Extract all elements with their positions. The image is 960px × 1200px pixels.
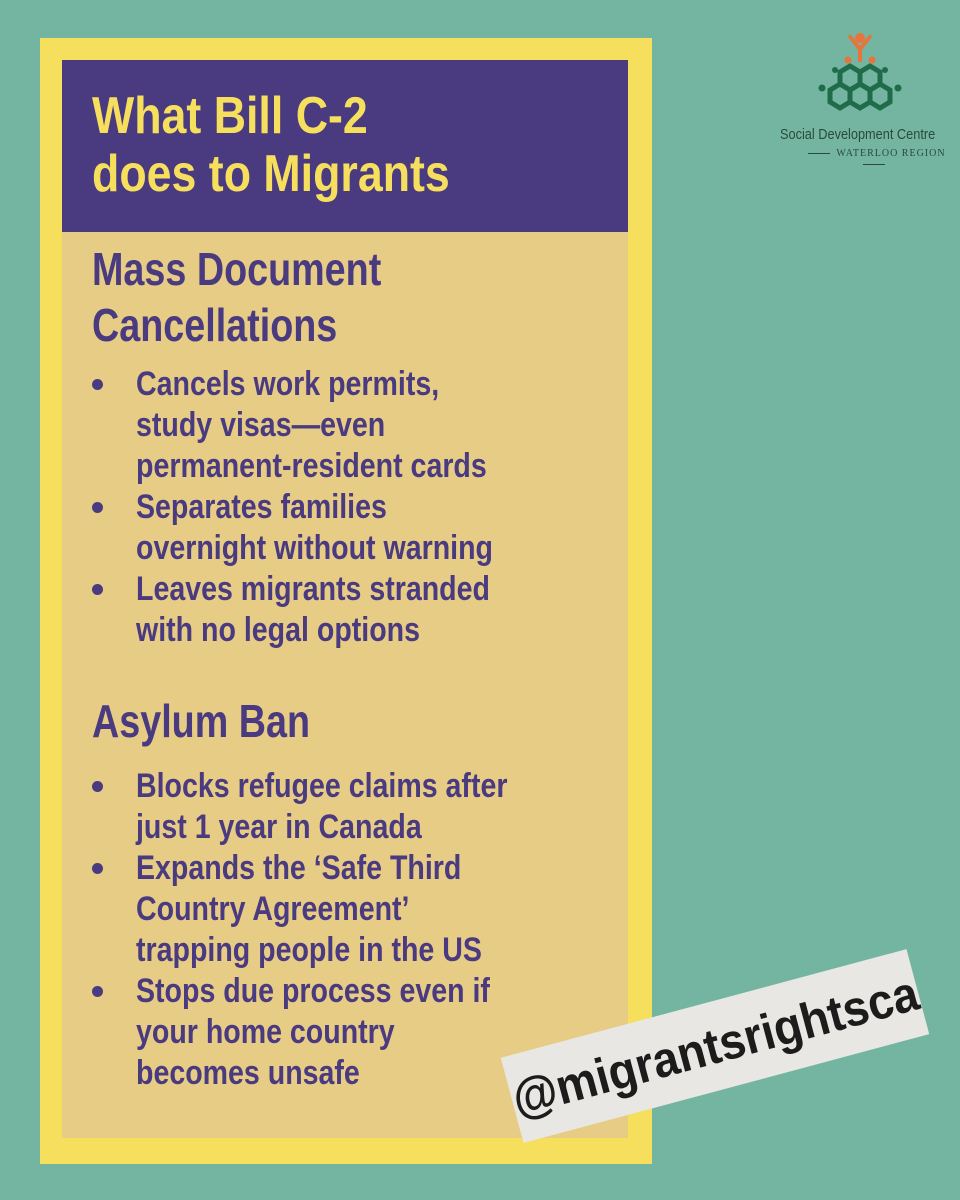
section-heading-asylum-ban: Asylum Ban [92, 695, 311, 747]
bullet-icon [92, 781, 103, 792]
bullet-icon [92, 502, 103, 513]
bullet-icon [92, 584, 103, 595]
list-item [92, 487, 632, 569]
bullet-icon [92, 986, 103, 997]
title-line-2: does to Migrants [92, 145, 450, 203]
title-line-1: What Bill C-2 [92, 87, 368, 145]
bullet-text: Expands the ‘Safe Third Country Agreement’ trapping people in the US [136, 849, 482, 969]
bullet-text: Stops due process even if your home country becomes unsafe [136, 972, 490, 1092]
list-item [92, 848, 632, 971]
section-heading-cancellations: Cancellations [92, 299, 338, 351]
social-handle: @migrantsrightsca [505, 964, 925, 1128]
people-network-icon [810, 30, 910, 120]
title-banner [62, 60, 628, 232]
bullet-text: Separates families overnight without warning [136, 488, 493, 567]
bullet-icon [92, 379, 103, 390]
section-heading-mass-document: Mass Document [92, 243, 382, 295]
bullet-list-mass-document [92, 364, 632, 651]
bullet-icon [92, 863, 103, 874]
bullet-text: Cancels work permits, study visas—even permanent-resident cards [136, 365, 487, 485]
logo-subtitle: WATERLOO REGION [794, 148, 954, 170]
social-development-centre-logo [780, 30, 946, 170]
list-item [92, 364, 632, 487]
list-item [92, 569, 632, 651]
logo-name: Social Development Centre [780, 126, 936, 143]
list-item [92, 766, 632, 848]
bullet-text: Leaves migrants stranded with no legal options [136, 570, 490, 649]
bullet-text: Blocks refugee claims after just 1 year in Canada [136, 767, 508, 846]
